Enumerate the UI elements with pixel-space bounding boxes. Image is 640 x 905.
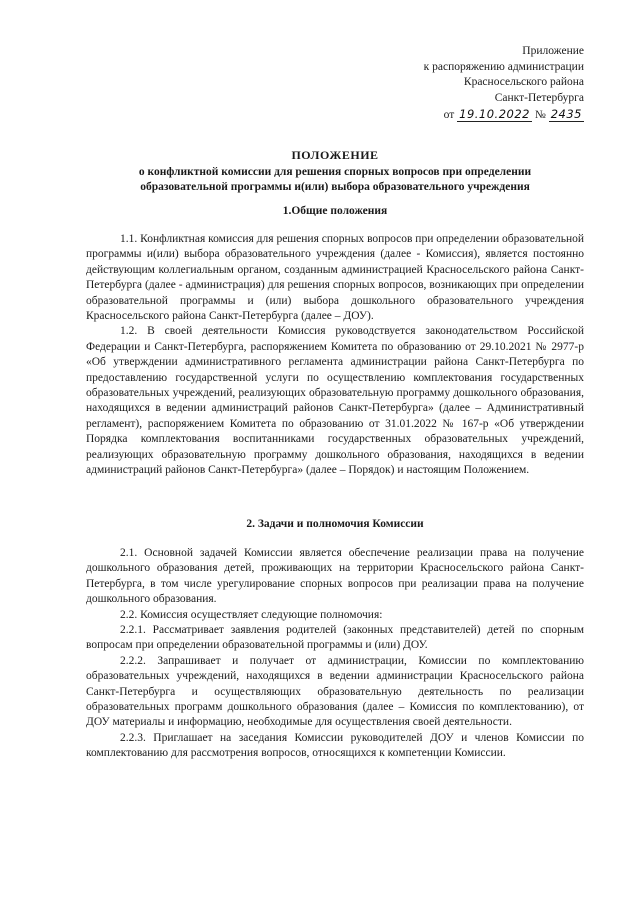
ref-prefix: от <box>443 109 455 121</box>
header-line-order: к распоряжению администрации <box>423 60 584 73</box>
title-subtitle: о конфликтной комиссии для решения спорных вопросов при определении образовательной программы и(или) выбора образовательного учреждения <box>138 166 532 193</box>
header-line-appendix: Приложение <box>522 45 584 57</box>
section-2-heading: 2. Задачи и полномочия Комиссии <box>246 518 424 530</box>
paragraph-2-2-3: 2.2.3. Приглашает на заседания Комиссии руководителей ДОУ и членов Комиссии по комплектованию для рассмотрения вопросов, относящихся к компетенции Комиссии. <box>86 731 584 760</box>
order-reference <box>424 107 584 124</box>
number-label: № <box>534 109 546 121</box>
order-number: 2435 <box>550 107 582 121</box>
section-1-heading: 1.Общие положения <box>282 205 388 217</box>
paragraph-2-2-2: 2.2.2. Запрашивает и получает от администрации, Комиссии по комплектованию образовательных учреждений, находящихся в ведении администрации Красносельского района Санкт-Петербурга и осуществляющих образовательную деятельность по реализации образовательных программ дошкольного образования (далее – Комиссия по комплектованию), от ДОУ материалы и информацию, необходимые для осуществления своей деятельности. <box>86 654 584 729</box>
header-line-district: Красносельского района <box>463 76 584 88</box>
order-date: 19.10.2022 <box>459 107 530 121</box>
document-title <box>100 148 570 195</box>
paragraph-2-1: 2.1. Основной задачей Комиссии является обеспечение реализации права на получение дошкольного образования детей, проживающих на территории Красносельского района Санкт-Петербурга, в том числе урегулирование спорных вопросов при реализации права на получение дошкольного образования. <box>86 547 584 606</box>
paragraph-2-2: 2.2. Комиссия осуществляет следующие полномочия: <box>120 608 383 621</box>
appendix-header <box>424 44 584 124</box>
paragraph-1-2: 1.2. В своей деятельности Комиссия руководствуется законодательством Российской Федерации и Санкт-Петербурга, распоряжением Комитета по образованию от 29.10.2021 № 2977-р «Об утверждении административного регламента администрации района Санкт-Петербурга по предоставлению государственной услуги по осуществлению комплектования государственных образовательных учреждений, реализующих образовательную программу дошкольного образования, находящихся в ведении администраций районов Санкт-Петербурга» (далее – Административный регламент), распоряжением Комитета по образованию от 31.01.2022 № 167-р «Об утверждении Порядка комплектования воспитанниками государственных образовательных учреждений, реализующих образовательную программу дошкольного образования, находящихся в ведении администраций районов Санкт-Петербурга» (далее – Порядок) и настоящим Положением. <box>86 325 584 477</box>
section-1-body <box>86 232 584 479</box>
header-line-city: Санкт-Петербурга <box>494 91 584 104</box>
paragraph-2-2-1: 2.2.1. Рассматривает заявления родителей (законных представителей) детей по спорным вопросам при определении образовательной программы и (или) ДОУ. <box>86 624 584 652</box>
paragraph-1-1: 1.1. Конфликтная комиссия для решения спорных вопросов при определении образовательной программы и(или) выбора образовательного учреждения (далее - Комиссия), является постоянно действующим коллегиальным органом, созданным администрацией Красносельского района Санкт-Петербурга (далее - администрация) для решения спорных вопросов, возникающих при определении образовательной программы и (или) выбора дошкольного образовательного учреждения Красносельского района Санкт-Петербурга (далее – ДОУ). <box>86 233 584 323</box>
section-2-body <box>86 546 584 762</box>
title-main: ПОЛОЖЕНИЕ <box>291 148 379 162</box>
